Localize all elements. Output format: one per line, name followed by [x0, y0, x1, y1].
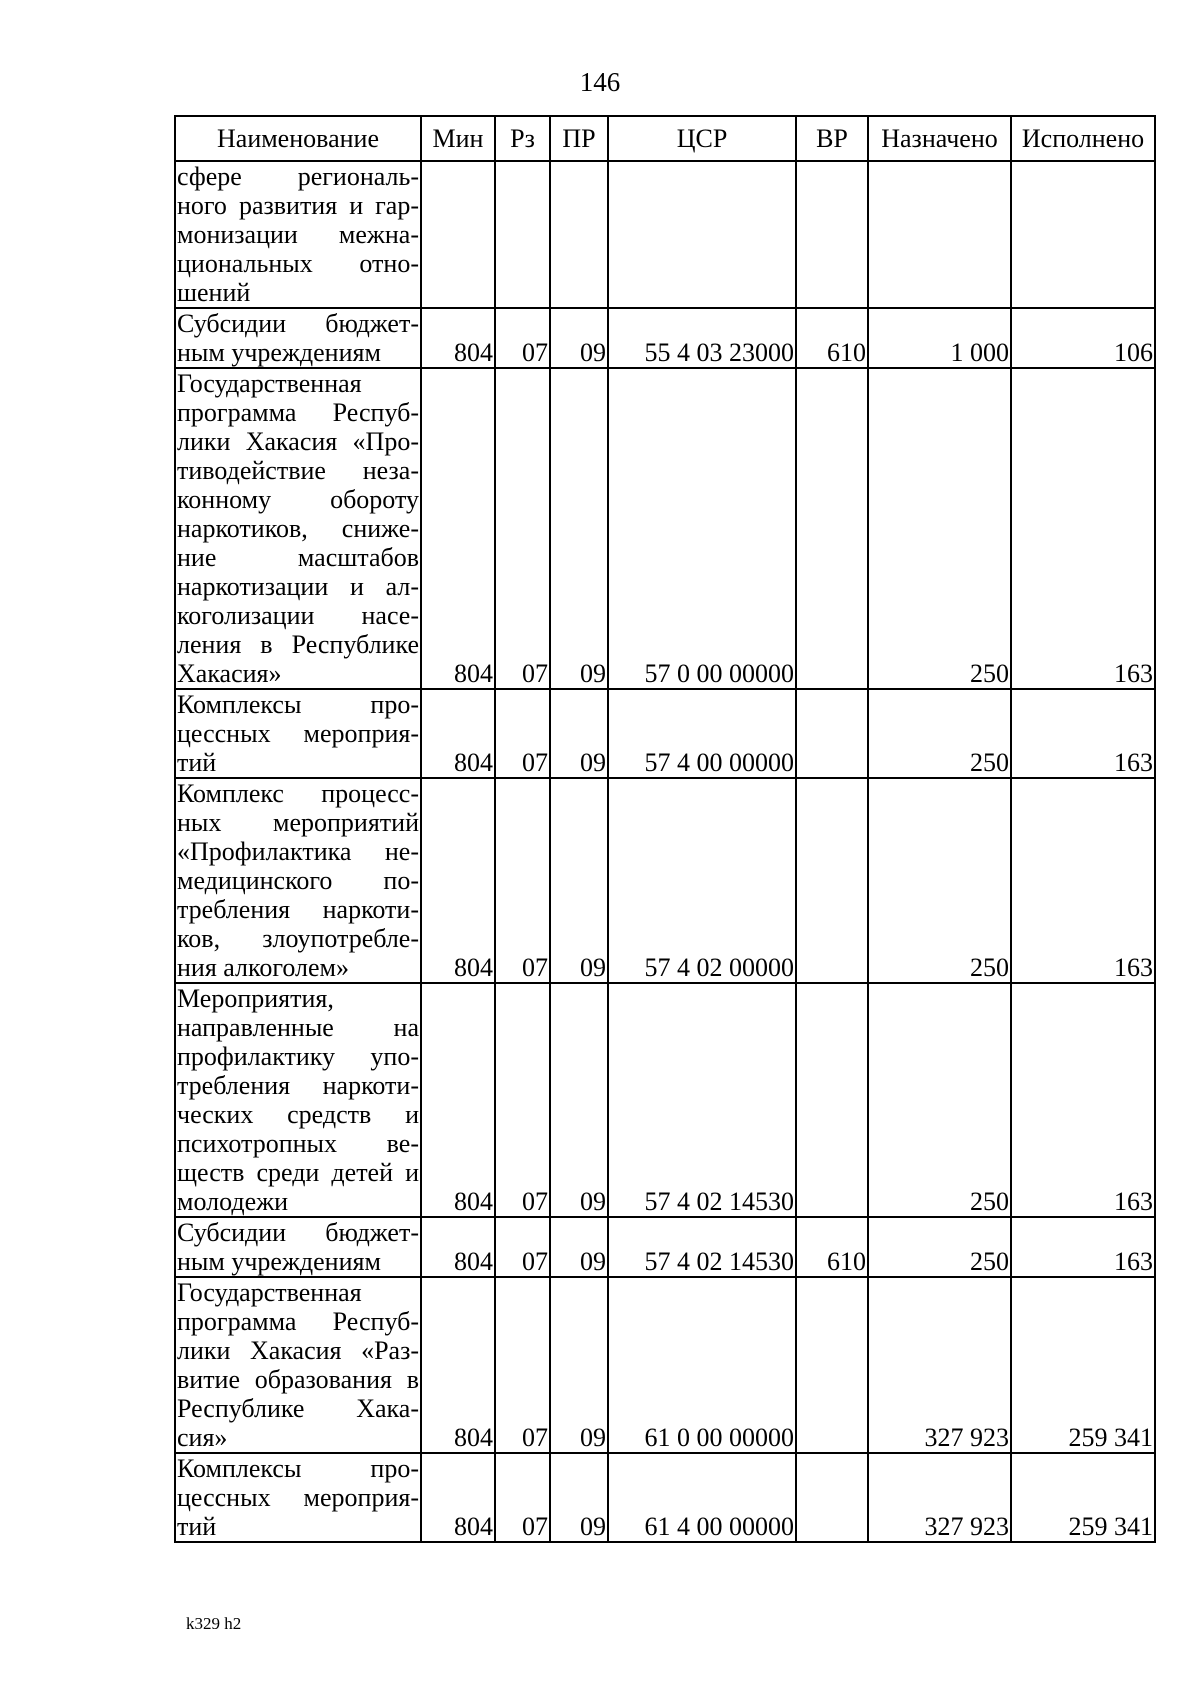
cell-name: Субсидии бюджет-ным учреждениям [177, 309, 419, 367]
cell-executed: 163 [1011, 689, 1155, 778]
cell-name: сфере региональ-ного развития и гар-монизации межна-циональных отно-шений [177, 162, 419, 307]
cell-pr: 09 [550, 1277, 608, 1453]
cell-vr [796, 368, 868, 689]
table-row [175, 1453, 1155, 1542]
cell-vr [796, 689, 868, 778]
cell-min: 804 [421, 778, 495, 983]
cell-assigned: 250 [868, 689, 1011, 778]
cell-pr: 09 [550, 1217, 608, 1277]
cell-pr: 09 [550, 689, 608, 778]
cell-min: 804 [421, 689, 495, 778]
cell-assigned [868, 161, 1011, 308]
cell-vr [796, 983, 868, 1217]
cell-executed: 106 [1011, 308, 1155, 368]
cell-rz: 07 [495, 1217, 550, 1277]
cell-assigned: 327 923 [868, 1277, 1011, 1453]
cell-name: Субсидии бюджет-ным учреждениям [177, 1218, 419, 1276]
table-body [175, 161, 1155, 1542]
cell-assigned: 1 000 [868, 308, 1011, 368]
cell-executed: 163 [1011, 983, 1155, 1217]
cell-pr [550, 161, 608, 308]
cell-executed: 163 [1011, 778, 1155, 983]
cell-min: 804 [421, 1217, 495, 1277]
cell-vr: 610 [796, 1217, 868, 1277]
cell-csr: 61 0 00 00000 [608, 1277, 796, 1453]
table-row [175, 778, 1155, 983]
cell-assigned: 250 [868, 1217, 1011, 1277]
cell-rz: 07 [495, 778, 550, 983]
cell-vr [796, 778, 868, 983]
cell-name: Государственная программа Респуб-лики Хакасия «Про-тиводействие неза-конному обороту наркотиков, сниже-ние масштабов наркотизации и ал-коголизации насе-ления в Республике Хакасия» [177, 369, 419, 688]
cell-pr: 09 [550, 308, 608, 368]
page-number: 146 [579, 67, 621, 97]
cell-rz: 07 [495, 1453, 550, 1542]
cell-executed: 259 341 [1011, 1277, 1155, 1453]
table-row [175, 689, 1155, 778]
cell-executed: 163 [1011, 1217, 1155, 1277]
cell-vr: 610 [796, 308, 868, 368]
table-row [175, 308, 1155, 368]
table-row [175, 161, 1155, 308]
header-name: Наименование [175, 116, 421, 161]
cell-rz: 07 [495, 689, 550, 778]
cell-csr: 57 4 02 14530 [608, 983, 796, 1217]
cell-pr: 09 [550, 983, 608, 1217]
table-row [175, 1217, 1155, 1277]
cell-min [421, 161, 495, 308]
cell-pr: 09 [550, 778, 608, 983]
cell-rz: 07 [495, 368, 550, 689]
footer-code: k329 h2 [186, 1614, 242, 1633]
cell-executed [1011, 161, 1155, 308]
budget-table [174, 115, 1156, 1543]
cell-pr: 09 [550, 368, 608, 689]
header-executed: Исполнено [1011, 116, 1155, 161]
cell-rz [495, 161, 550, 308]
cell-min: 804 [421, 368, 495, 689]
header-csr: ЦСР [608, 116, 796, 161]
header-vr: ВР [796, 116, 868, 161]
table-row [175, 368, 1155, 689]
cell-assigned: 250 [868, 368, 1011, 689]
cell-assigned: 327 923 [868, 1453, 1011, 1542]
cell-min: 804 [421, 983, 495, 1217]
header-rz: Рз [495, 116, 550, 161]
cell-vr [796, 161, 868, 308]
cell-name: Комплексы про-цессных мероприя-тий [177, 1454, 419, 1541]
cell-executed: 259 341 [1011, 1453, 1155, 1542]
cell-min: 804 [421, 308, 495, 368]
cell-name: Комплекс процесс-ных мероприятий «Профилактика не-медицинского по-требления наркоти-ков, злоупотребле-ния алкоголем» [177, 779, 419, 982]
header-assigned: Назначено [868, 116, 1011, 161]
cell-csr: 55 4 03 23000 [608, 308, 796, 368]
cell-name: Мероприятия, направленные на профилактику упо-требления наркоти-ческих средств и психотропных ве-ществ среди детей и молодежи [177, 984, 419, 1216]
cell-min: 804 [421, 1277, 495, 1453]
cell-csr: 57 4 02 14530 [608, 1217, 796, 1277]
cell-assigned: 250 [868, 983, 1011, 1217]
cell-csr: 57 0 00 00000 [608, 368, 796, 689]
cell-pr: 09 [550, 1453, 608, 1542]
cell-csr [608, 161, 796, 308]
table-header-row [175, 116, 1155, 161]
cell-min: 804 [421, 1453, 495, 1542]
cell-rz: 07 [495, 1277, 550, 1453]
cell-rz: 07 [495, 983, 550, 1217]
table-row [175, 1277, 1155, 1453]
cell-csr: 57 4 00 00000 [608, 689, 796, 778]
cell-vr [796, 1277, 868, 1453]
header-pr: ПР [550, 116, 608, 161]
cell-executed: 163 [1011, 368, 1155, 689]
cell-rz: 07 [495, 308, 550, 368]
cell-csr: 61 4 00 00000 [608, 1453, 796, 1542]
cell-vr [796, 1453, 868, 1542]
table-row [175, 983, 1155, 1217]
header-min: Мин [421, 116, 495, 161]
cell-assigned: 250 [868, 778, 1011, 983]
cell-csr: 57 4 02 00000 [608, 778, 796, 983]
cell-name: Государственная программа Респуб-лики Хакасия «Раз-витие образования в Республике Хака-сия» [177, 1278, 419, 1452]
cell-name: Комплексы про-цессных мероприя-тий [177, 690, 419, 777]
